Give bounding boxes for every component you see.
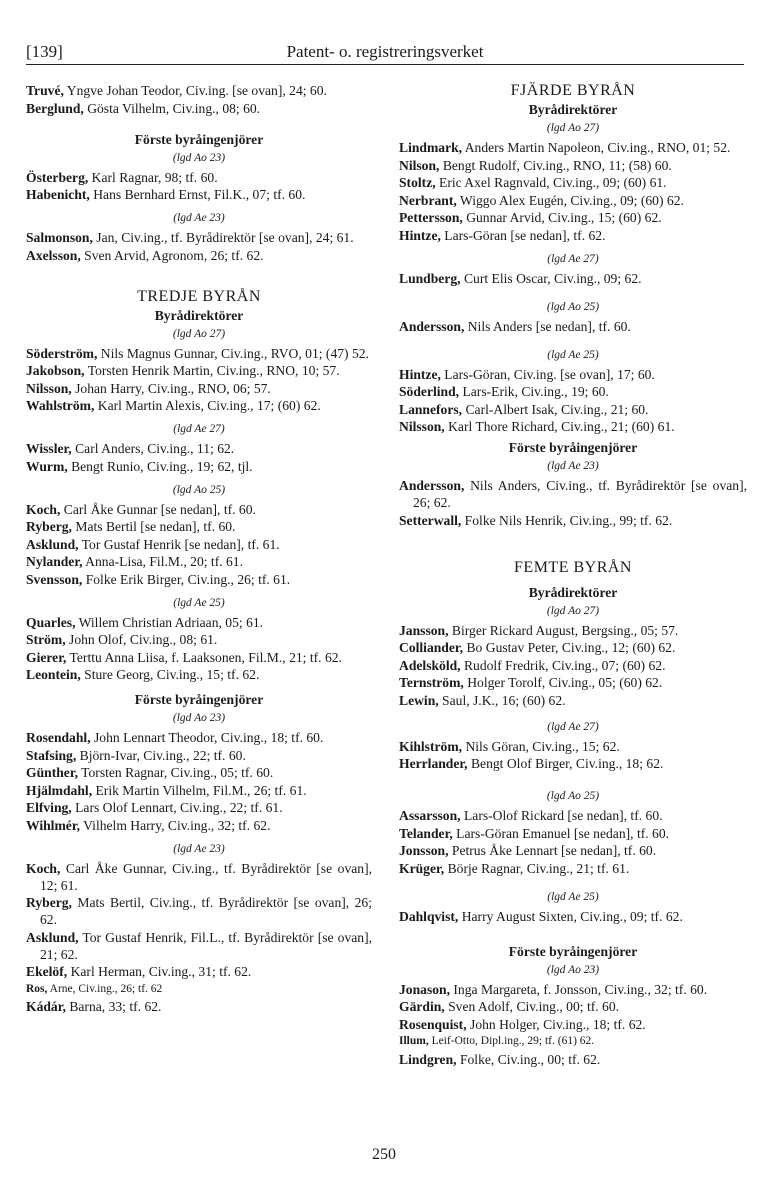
entry-name: Dahlqvist, <box>399 908 459 924</box>
entry <box>26 518 372 535</box>
entry <box>26 380 372 397</box>
entry-text: Curt Elis Oscar, Civ.ing., 09; 62. <box>460 270 642 286</box>
grade-label: (lgd Ae 23) <box>173 842 225 855</box>
entry-name: Wurm, <box>26 458 68 474</box>
entry-name: Lindgren, <box>399 1051 457 1067</box>
entry-text: Sture Georg, Civ.ing., 15; tf. 62. <box>80 667 260 682</box>
entry-text: Petrus Åke Lennart [se nedan], tf. 60. <box>448 843 657 858</box>
grade-label: (lgd Ae 27) <box>547 252 599 265</box>
entry-text: Carl Åke Gunnar, Civ.ing., tf. Byrådirektör [se ovan], 12; 61. <box>40 860 372 893</box>
entry <box>399 270 747 287</box>
entry-text: Inga Margareta, f. Jonsson, Civ.ing., 32; tf. 60. <box>450 981 708 997</box>
entry-group <box>26 501 372 588</box>
entry <box>26 247 372 264</box>
entry-text: Björn-Ivar, Civ.ing., 22; tf. 60. <box>76 747 246 763</box>
entry <box>399 860 747 877</box>
entry <box>26 860 372 894</box>
page-header <box>26 40 744 65</box>
entry <box>399 512 747 529</box>
header-page-number: [139] <box>26 42 63 61</box>
entry-name: Stoltz, <box>399 175 436 190</box>
entry <box>26 82 372 99</box>
entry-text: Karl Ragnar, 98; tf. 60. <box>88 169 218 185</box>
bureau-heading: FEMTE BYRÅN <box>514 558 632 576</box>
entry-name: Koch, <box>26 501 61 517</box>
entry-text: Nils Göran, Civ.ing., 15; 62. <box>462 738 620 754</box>
entry-text: Sven Arvid, Agronom, 26; tf. 62. <box>80 247 264 263</box>
entry-name: Lindmark, <box>399 140 463 155</box>
entry-text: Lars-Erik, Civ.ing., 19; 60. <box>459 384 609 399</box>
entry-name: Nilsson, <box>399 419 445 434</box>
entry-text: Folke Erik Birger, Civ.ing., 26; tf. 61. <box>82 571 291 587</box>
section-subheading: Förste byråingenjörer <box>134 131 264 147</box>
entry <box>399 692 747 709</box>
entry <box>26 100 372 117</box>
entry <box>399 318 747 335</box>
entry-name: Ternström, <box>399 675 464 690</box>
entry <box>399 157 747 174</box>
entry-name: Nerbrant, <box>399 192 457 208</box>
entry-name: Habenicht, <box>26 187 90 202</box>
entry-name: Andersson, <box>399 318 465 334</box>
entry-text: Karl Thore Richard, Civ.ing., 21; (60) 61. <box>444 419 675 434</box>
entry <box>399 622 747 639</box>
entry-group <box>26 440 372 475</box>
entry-name: Axelsson, <box>26 247 81 263</box>
entry <box>399 1016 747 1033</box>
entry-text: Lars-Göran [se nedan], tf. 62. <box>440 227 606 243</box>
entry-name: Setterwall, <box>399 512 462 528</box>
entry-name: Söderström, <box>26 345 98 361</box>
entry-text: Mats Bertil [se nedan], tf. 60. <box>71 519 236 534</box>
entry-name: Nylander, <box>26 554 83 569</box>
entry-group <box>399 139 747 244</box>
entry-name: Jonason, <box>399 981 450 997</box>
entry-name: Günther, <box>26 765 78 780</box>
bureau-heading: FJÄRDE BYRÅN <box>510 82 636 99</box>
entry-name: Lundberg, <box>399 270 461 286</box>
entry-name: Illum, <box>399 1035 429 1047</box>
entry-name: Lannefors, <box>399 401 463 417</box>
section-subheading: Förste byråingenjörer <box>508 943 638 959</box>
entry <box>399 738 747 755</box>
entry-name: Colliander, <box>399 640 464 655</box>
entry-name: Hintze, <box>399 227 441 243</box>
entry-name: Assarsson, <box>399 808 461 823</box>
grade-label: (lgd Ao 23) <box>546 963 600 976</box>
entry-text: Folke Nils Henrik, Civ.ing., 99; tf. 62. <box>461 512 673 528</box>
entry <box>399 139 747 156</box>
grade-label: (lgd Ao 25) <box>546 790 600 802</box>
entry-name: Kihlström, <box>399 738 463 754</box>
entry-group <box>399 270 747 287</box>
entry-text: Nils Anders [se nedan], tf. 60. <box>464 318 631 334</box>
entry-name: Söderlind, <box>399 384 460 399</box>
entry-text: Lars-Göran, Civ.ing. [se ovan], 17; 60. <box>440 366 655 382</box>
entry-name: Nilson, <box>399 157 440 173</box>
entry <box>399 981 747 998</box>
entry <box>26 963 372 980</box>
entry <box>26 747 372 764</box>
entry-text: Torsten Ragnar, Civ.ing., 05; tf. 60. <box>78 765 274 780</box>
entry <box>26 817 372 834</box>
left-column <box>26 82 372 1016</box>
entry-name: Quarles, <box>26 614 76 630</box>
entry <box>399 657 747 674</box>
entry-group <box>26 998 372 1015</box>
entry-name: Wissler, <box>26 441 72 456</box>
entry <box>26 799 372 816</box>
entry-text: Leif-Otto, Dipl.ing., 29; tf. (61) 62. <box>428 1035 595 1047</box>
entry-name: Ros, <box>26 982 48 995</box>
entry-text: Nils Magnus Gunnar, Civ.ing., RVO, 01; (47) 52. <box>97 345 369 361</box>
entry-group <box>26 169 372 204</box>
entry <box>399 209 747 226</box>
entry <box>26 458 372 475</box>
entry-group <box>399 366 747 436</box>
entry-text: Carl-Albert Isak, Civ.ing., 21; 60. <box>462 401 649 417</box>
entry-group <box>26 82 372 117</box>
right-column <box>399 82 747 1068</box>
entry-text: Sven Adolf, Civ.ing., 00; tf. 60. <box>444 999 620 1014</box>
section-subheading: Förste byråingenjörer <box>508 440 638 455</box>
entry-text: Wiggo Alex Eugén, Civ.ing., 09; (60) 62. <box>456 192 684 208</box>
entry-text: Eric Axel Ragnvald, Civ.ing., 09; (60) 61. <box>435 175 667 190</box>
entry <box>399 842 747 859</box>
entry-name: Ryberg, <box>26 895 72 910</box>
entry <box>399 174 747 191</box>
bureau-heading: TREDJE BYRÅN <box>137 287 261 305</box>
entry-text: Saul, J.K., 16; (60) 62. <box>438 692 566 708</box>
entry-name: Nilsson, <box>26 380 72 396</box>
entry-text: Lars-Göran Emanuel [se nedan], tf. 60. <box>452 825 670 841</box>
entry-group <box>26 345 372 415</box>
entry <box>26 666 372 683</box>
entry-text: Nils Anders, Civ.ing., tf. Byrådirektör [se ovan], 26; 62. <box>413 478 747 510</box>
entry <box>399 227 747 244</box>
entry-text: Carl Anders, Civ.ing., 11; 62. <box>71 441 235 456</box>
entry-name: Krüger, <box>399 860 445 876</box>
entry-name: Pettersson, <box>399 210 463 225</box>
entry-name: Salmonson, <box>26 230 93 245</box>
entry-name: Herrlander, <box>399 756 468 771</box>
entry-group <box>399 622 747 709</box>
grade-label: (lgd Ae 25) <box>547 348 599 361</box>
entry <box>26 614 372 631</box>
entry-name: Andersson, <box>399 478 465 493</box>
entry-name: Wihlmér, <box>26 817 81 833</box>
entry-name: Lewin, <box>399 692 439 708</box>
entry-name: Ryberg, <box>26 519 72 534</box>
entry-name: Adelsköld, <box>399 657 461 673</box>
entry-text: Torsten Henrik Martin, Civ.ing., RNO, 10; 57. <box>84 363 340 378</box>
entry <box>26 186 372 203</box>
entry <box>26 397 372 414</box>
entry <box>26 929 372 963</box>
entry-text: Lars Olof Lennart, Civ.ing., 22; tf. 61. <box>71 800 283 815</box>
entry <box>399 998 747 1015</box>
entry-name: Stafsing, <box>26 747 77 763</box>
header-title: Patent- o. registreringsverket <box>286 42 484 61</box>
entry <box>399 908 747 925</box>
entry-text: Anders Martin Napoleon, Civ.ing., RNO, 01; 52. <box>462 140 731 155</box>
entry-name: Hintze, <box>399 366 441 382</box>
entry-text: Gunnar Arvid, Civ.ing., 15; (60) 62. <box>462 210 662 225</box>
entry-text: Tor Gustaf Henrik [se nedan], tf. 61. <box>78 536 280 552</box>
entry <box>26 649 372 666</box>
entry <box>26 894 372 928</box>
grade-label: (lgd Ae 25) <box>547 890 599 903</box>
entry-group <box>26 614 372 684</box>
entry-text: Erik Martin Vilhelm, Fil.M., 26; tf. 61. <box>92 782 307 798</box>
section-subheading: Förste byråingenjörer <box>134 692 264 707</box>
entry-name: Gärdin, <box>399 999 445 1014</box>
entry-name: Asklund, <box>26 536 79 552</box>
entry <box>399 755 747 772</box>
entry-text: Barna, 33; tf. 62. <box>65 999 162 1014</box>
entry-text: Willem Christian Adriaan, 05; 61. <box>75 614 264 630</box>
entry <box>399 1051 747 1068</box>
grade-label: (lgd Ao 27) <box>172 327 226 340</box>
entry-text: Lars-Olof Rickard [se nedan], tf. 60. <box>460 808 663 823</box>
entry-name: Ström, <box>26 632 66 647</box>
entry-name: Asklund, <box>26 929 79 945</box>
entry <box>399 674 747 691</box>
grade-label: (lgd Ae 27) <box>547 720 599 733</box>
entry-group <box>399 1051 747 1068</box>
entry-name: Rosenquist, <box>399 1016 467 1032</box>
entry <box>26 536 372 553</box>
entry <box>399 401 747 418</box>
entry-group <box>26 729 372 834</box>
entry-name: Hjälmdahl, <box>26 782 93 798</box>
entry-text: Johan Harry, Civ.ing., RNO, 06; 57. <box>71 380 271 396</box>
entry <box>26 571 372 588</box>
entry <box>399 366 747 383</box>
entry-name: Svensson, <box>26 571 83 587</box>
entry-text: John Olof, Civ.ing., 08; 61. <box>65 632 218 647</box>
entry-text: Harry August Sixten, Civ.ing., 09; tf. 62. <box>458 908 683 924</box>
entry-text: Gösta Vilhelm, Civ.ing., 08; 60. <box>83 100 261 116</box>
grade-label: (lgd Ae 27) <box>173 423 225 435</box>
entry-text: Karl Martin Alexis, Civ.ing., 17; (60) 62. <box>94 398 321 413</box>
entry <box>26 345 372 362</box>
entry-name: Wahlström, <box>26 398 95 413</box>
entry-name: Österberg, <box>26 169 89 185</box>
entry <box>399 807 747 824</box>
entry <box>399 825 747 842</box>
entry-text: Rudolf Fredrik, Civ.ing., 07; (60) 62. <box>460 657 666 673</box>
grade-label: (lgd Ae 25) <box>173 596 225 609</box>
entry-name: Koch, <box>26 860 61 876</box>
entry-text: Terttu Anna Liisa, f. Laaksonen, Fil.M., 21; tf. 62. <box>66 649 342 665</box>
section-subheading: Byrådirektörer <box>154 307 244 323</box>
entry-group <box>399 477 747 529</box>
grade-label: (lgd Ae 23) <box>547 460 599 472</box>
entry-text: Bengt Runio, Civ.ing., 19; 62, tjl. <box>67 458 253 474</box>
entry-name: Jonsson, <box>399 843 449 858</box>
entry-text: Hans Bernhard Ernst, Fil.K., 07; tf. 60. <box>89 187 306 202</box>
section-subheading: Byrådirektörer <box>528 102 618 117</box>
entry-text: Bo Gustav Peter, Civ.ing., 12; (60) 62. <box>463 640 676 655</box>
entry <box>26 229 372 246</box>
entry <box>399 383 747 400</box>
entry-text: Karl Herman, Civ.ing., 31; tf. 62. <box>67 964 252 979</box>
footer-page-number: 250 <box>372 1146 396 1163</box>
entry-text: Folke, Civ.ing., 00; tf. 62. <box>456 1051 601 1067</box>
entry-name: Rosendahl, <box>26 730 91 745</box>
entry-text: John Lennart Theodor, Civ.ing., 18; tf. 60. <box>90 730 324 745</box>
entry-text: Holger Torolf, Civ.ing., 05; (60) 62. <box>463 675 663 690</box>
grade-label: (lgd Ao 27) <box>546 604 600 617</box>
entry <box>399 639 747 656</box>
entry-text: Bengt Olof Birger, Civ.ing., 18; 62. <box>467 756 664 771</box>
grade-label: (lgd Ao 27) <box>546 122 600 134</box>
entry <box>399 192 747 209</box>
entry-name: Gierer, <box>26 649 67 665</box>
entry-name: Ekelöf, <box>26 964 68 979</box>
entry-text: Yngve Johan Teodor, Civ.ing. [se ovan], 24; 60. <box>63 83 327 98</box>
entry-text: Anna-Lisa, Fil.M., 20; tf. 61. <box>82 554 244 569</box>
entry-group <box>26 860 372 981</box>
entry-name: Berglund, <box>26 100 84 116</box>
grade-label: (lgd Ao 23) <box>172 151 226 164</box>
entry-name: Elfving, <box>26 800 72 815</box>
entry <box>26 631 372 648</box>
section-subheading: Byrådirektörer <box>528 584 618 600</box>
entry-text: Carl Åke Gunnar [se nedan], tf. 60. <box>60 501 256 517</box>
entry <box>26 169 372 186</box>
grade-label: (lgd Ae 23) <box>173 212 225 224</box>
entry <box>26 729 372 746</box>
grade-label: (lgd Ao 25) <box>546 300 600 313</box>
grade-label: (lgd Ao 25) <box>172 483 226 496</box>
entry <box>26 501 372 518</box>
entry-name: Jakobson, <box>26 363 85 378</box>
entry-text: Mats Bertil, Civ.ing., tf. Byrådirektör [se ovan], 26; 62. <box>40 895 372 927</box>
entry-text: Tor Gustaf Henrik, Fil.L., tf. Byrådirektör [se ovan], 21; 62. <box>40 929 372 962</box>
entry <box>26 553 372 570</box>
entry <box>26 782 372 799</box>
entry-text: John Holger, Civ.ing., 18; tf. 62. <box>466 1016 646 1032</box>
entry <box>26 440 372 457</box>
entry-name: Telander, <box>399 825 453 841</box>
entry-name: Jansson, <box>399 622 449 638</box>
grade-label: (lgd Ao 23) <box>172 712 226 724</box>
entry-ros <box>26 981 372 998</box>
entry-group <box>399 738 747 773</box>
entry-text: Arne, Civ.ing., 26; tf. 62 <box>47 982 163 995</box>
entry <box>26 362 372 379</box>
entry-group <box>399 981 747 1033</box>
entry-name: Kádár, <box>26 999 66 1014</box>
entry-text: Bengt Rudolf, Civ.ing., RNO, 11; (58) 60. <box>439 157 672 173</box>
entry <box>399 477 747 511</box>
entry <box>26 998 372 1015</box>
entry <box>26 764 372 781</box>
entry-group <box>399 318 747 335</box>
entry-illum <box>399 1033 747 1050</box>
entry-name: Leontein, <box>26 667 81 682</box>
entry-text: Jan, Civ.ing., tf. Byrådirektör [se ovan], 24; 61. <box>92 230 354 245</box>
entry-name: Truvé, <box>26 83 64 98</box>
entry-text: Vilhelm Harry, Civ.ing., 32; tf. 62. <box>80 817 271 833</box>
entry-group <box>26 229 372 264</box>
entry-group <box>399 908 747 925</box>
entry-text: Börje Ragnar, Civ.ing., 21; tf. 61. <box>444 860 630 876</box>
entry-group <box>399 807 747 877</box>
entry <box>399 418 747 435</box>
entry-text: Birger Rickard August, Bergsing., 05; 57. <box>448 622 679 638</box>
